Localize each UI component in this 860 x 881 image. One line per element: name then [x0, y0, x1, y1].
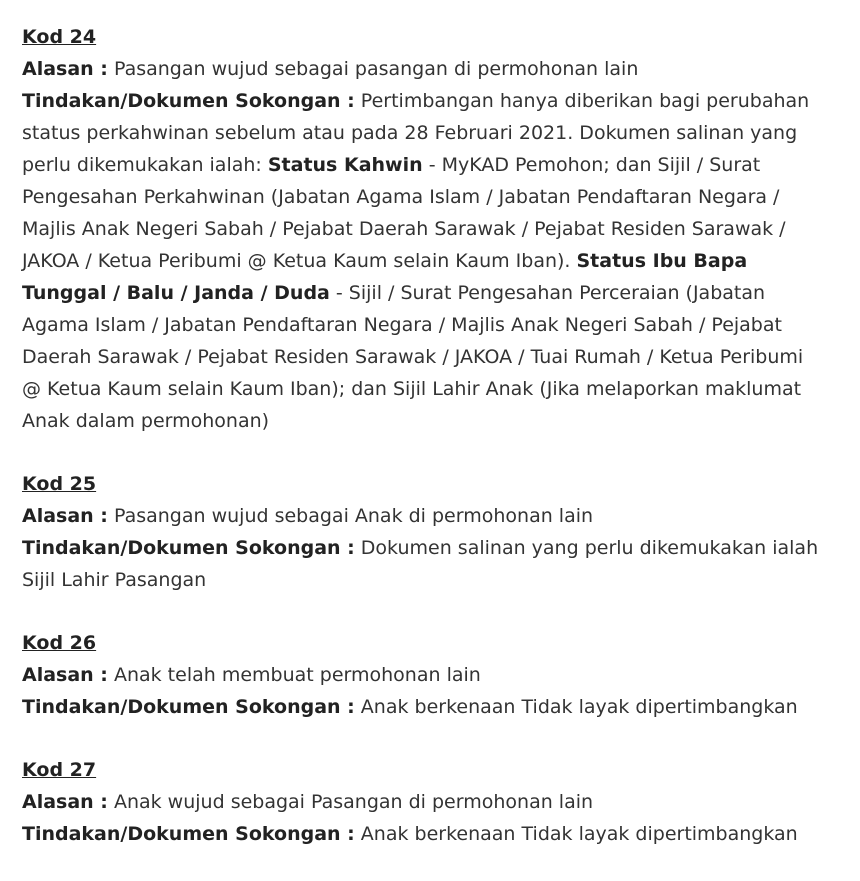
tindakan-text-part: Anak berkenaan Tidak layak dipertimbangkan: [354, 823, 798, 845]
kod-heading: Kod 27: [22, 759, 97, 781]
tindakan-text-part: Pertimbangan hanya diberikan bagi perubahan status perkahwinan sebelum atau pada 28 Februari 2021. Dokumen salinan yang perlu dikemukakan ialah:: [22, 90, 810, 176]
kod-heading: Kod 26: [22, 632, 97, 654]
alasan-text: Anak wujud sebagai Pasangan di permohonan lain: [107, 791, 594, 813]
tindakan-line: [22, 818, 828, 850]
alasan-text: Pasangan wujud sebagai Anak di permohonan lain: [107, 505, 594, 527]
alasan-label: Alasan :: [22, 791, 108, 813]
alasan-text: Pasangan wujud sebagai pasangan di permohonan lain: [107, 58, 639, 80]
tindakan-text-part: - MyKAD Pemohon; dan Sijil / Surat Pengesahan Perkahwinan (Jabatan Agama Islam / Jabatan Pendaftaran Negara / Majlis Anak Negeri Sabah / Pejabat Daerah Sarawak / Pejabat Residen Sarawak / JAKOA / Ketua Peribumi @ Ketua Kaum selain Kaum Iban).: [22, 154, 786, 272]
document-content: [22, 21, 828, 881]
tindakan-label: Tindakan/Dokumen Sokongan :: [22, 90, 355, 112]
kod-entry-27: [22, 754, 828, 850]
tindakan-label: Tindakan/Dokumen Sokongan :: [22, 537, 355, 559]
kod-heading: Kod 25: [22, 473, 97, 495]
tindakan-bold-part: Status Ibu Bapa Tunggal / Balu / Janda / Duda: [22, 250, 748, 304]
tindakan-line: [22, 691, 828, 723]
kod-entry-26: [22, 627, 828, 723]
alasan-label: Alasan :: [22, 58, 108, 80]
alasan-label: Alasan :: [22, 505, 108, 527]
tindakan-text-part: - Sijil / Surat Pengesahan Perceraian (Jabatan Agama Islam / Jabatan Pendaftaran Negara / Majlis Anak Negeri Sabah / Pejabat Daerah Sarawak / Pejabat Residen Sarawak / JAKOA / Tuai Rumah / Ketua Peribumi @ Ketua Kaum selain Kaum Iban); dan Sijil Lahir Anak (Jika melaporkan maklumat Anak dalam permohonan): [22, 282, 804, 432]
alasan-line: [22, 786, 828, 818]
alasan-line: [22, 500, 828, 532]
alasan-line: [22, 53, 828, 85]
kod-entry-25: [22, 468, 828, 596]
tindakan-label: Tindakan/Dokumen Sokongan :: [22, 823, 355, 845]
tindakan-bold-part: Status Kahwin: [267, 154, 423, 176]
tindakan-text-part: Anak berkenaan Tidak layak dipertimbangkan: [354, 696, 798, 718]
tindakan-label: Tindakan/Dokumen Sokongan :: [22, 696, 355, 718]
alasan-text: Anak telah membuat permohonan lain: [107, 664, 481, 686]
kod-entry-24: [22, 21, 828, 437]
kod-heading: Kod 24: [22, 26, 97, 48]
tindakan-text-part: Dokumen salinan yang perlu dikemukakan ialah Sijil Lahir Pasangan: [22, 537, 819, 591]
tindakan-line: [22, 532, 828, 596]
tindakan-line: [22, 85, 828, 437]
alasan-line: [22, 659, 828, 691]
alasan-label: Alasan :: [22, 664, 108, 686]
